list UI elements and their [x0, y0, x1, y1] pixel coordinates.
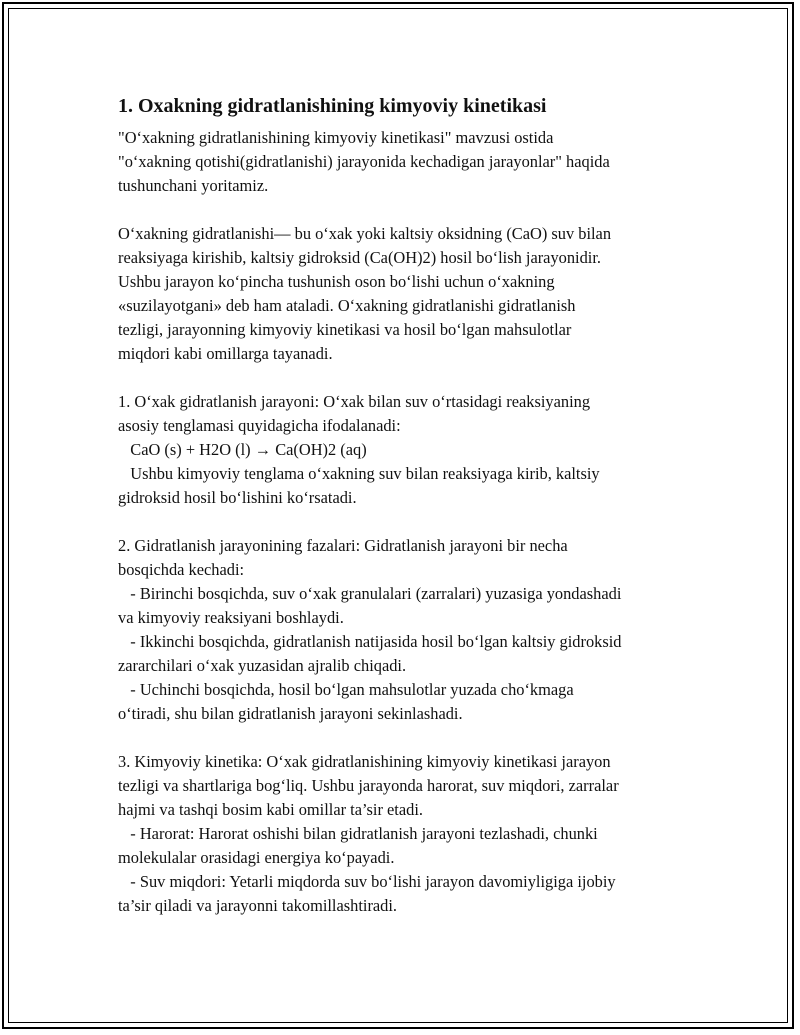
list-item: - Birinchi bosqichda, suv o‘xak granulalari (zarralari) yuzasiga yondashadi [118, 584, 622, 603]
chemical-equation: CaO (s) + H2O (l) → Ca(OH)2 (aq) [118, 440, 367, 459]
list-item: - Harorat: Harorat oshishi bilan gidratlanish jarayoni tezlashadi, chunki [118, 824, 598, 843]
list-item: - Uchinchi bosqichda, hosil bo‘lgan mahsulotlar yuzada cho‘kmaga [118, 680, 574, 699]
text-line: "o‘xakning qotishi(gidratlanishi) jarayonida kechadigan jarayonlar" haqida [118, 152, 610, 171]
text-line: Ushbu kimyoviy tenglama o‘xakning suv bilan reaksiyaga kirib, kaltsiy [118, 464, 600, 483]
text-line: molekulalar orasidagi energiya ko‘payadi. [118, 848, 395, 867]
list-item: - Ikkinchi bosqichda, gidratlanish natijasida hosil bo‘lgan kaltsiy gidroksid [118, 632, 622, 651]
text-line: o‘tiradi, shu bilan gidratlanish jarayoni sekinlashadi. [118, 704, 463, 723]
text-line: tushunchani yoritamiz. [118, 176, 269, 195]
text-line: O‘xakning gidratlanishi— bu o‘xak yoki kaltsiy oksidning (CaO) suv bilan [118, 224, 612, 243]
text-line: 3. Kimyoviy kinetika: O‘xak gidratlanishining kimyoviy kinetikasi jarayon [118, 752, 611, 771]
list-item: - Suv miqdori: Yetarli miqdorda suv bo‘lishi jarayon davomiyligiga ijobiy [118, 872, 616, 891]
text-line: zararchilari o‘xak yuzasidan ajralib chiqadi. [118, 656, 407, 675]
document-body [118, 126, 698, 918]
text-line: Ushbu jarayon ko‘pincha tushunish oson bo‘lishi uchun o‘xakning [118, 272, 555, 291]
document-title: 1. Oxakning gidratlanishining kimyoviy kinetikasi [118, 95, 547, 117]
text-line: ta’sir qiladi va jarayonni takomillashtiradi. [118, 896, 398, 915]
text-line: gidroksid hosil bo‘lishini ko‘rsatadi. [118, 488, 357, 507]
text-line: reaksiyaga kirishib, kaltsiy gidroksid (Ca(OH)2) hosil bo‘lish jarayonidir. [118, 248, 601, 267]
text-line: bosqichda kechadi: [118, 560, 245, 579]
text-line: hajmi va tashqi bosim kabi omillar ta’sir etadi. [118, 800, 423, 819]
text-line: tezligi, jarayonning kimyoviy kinetikasi va hosil bo‘lgan mahsulotlar [118, 320, 572, 339]
text-line: «suzilayotgani» deb ham ataladi. O‘xakning gidratlanishi gidratlanish [118, 296, 576, 315]
paragraph-section-1 [118, 390, 698, 510]
paragraph-section-2 [118, 534, 698, 726]
text-line: 1. O‘xak gidratlanish jarayoni: O‘xak bilan suv o‘rtasidagi reaksiyaning [118, 392, 591, 411]
text-line: tezligi va shartlariga bog‘liq. Ushbu jarayonda harorat, suv miqdori, zarralar [118, 776, 619, 795]
paragraph-section-3 [118, 750, 698, 918]
text-line: va kimyoviy reaksiyani boshlaydi. [118, 608, 344, 627]
paragraph-definition [118, 222, 698, 366]
document-content [118, 92, 698, 942]
text-line: asosiy tenglamasi quyidagicha ifodalanadi: [118, 416, 401, 435]
text-line: "O‘xakning gidratlanishining kimyoviy kinetikasi" mavzusi ostida [118, 128, 554, 147]
text-line: miqdori kabi omillarga tayanadi. [118, 344, 333, 363]
paragraph-intro [118, 126, 698, 198]
text-line: 2. Gidratlanish jarayonining fazalari: Gidratlanish jarayoni bir necha [118, 536, 568, 555]
